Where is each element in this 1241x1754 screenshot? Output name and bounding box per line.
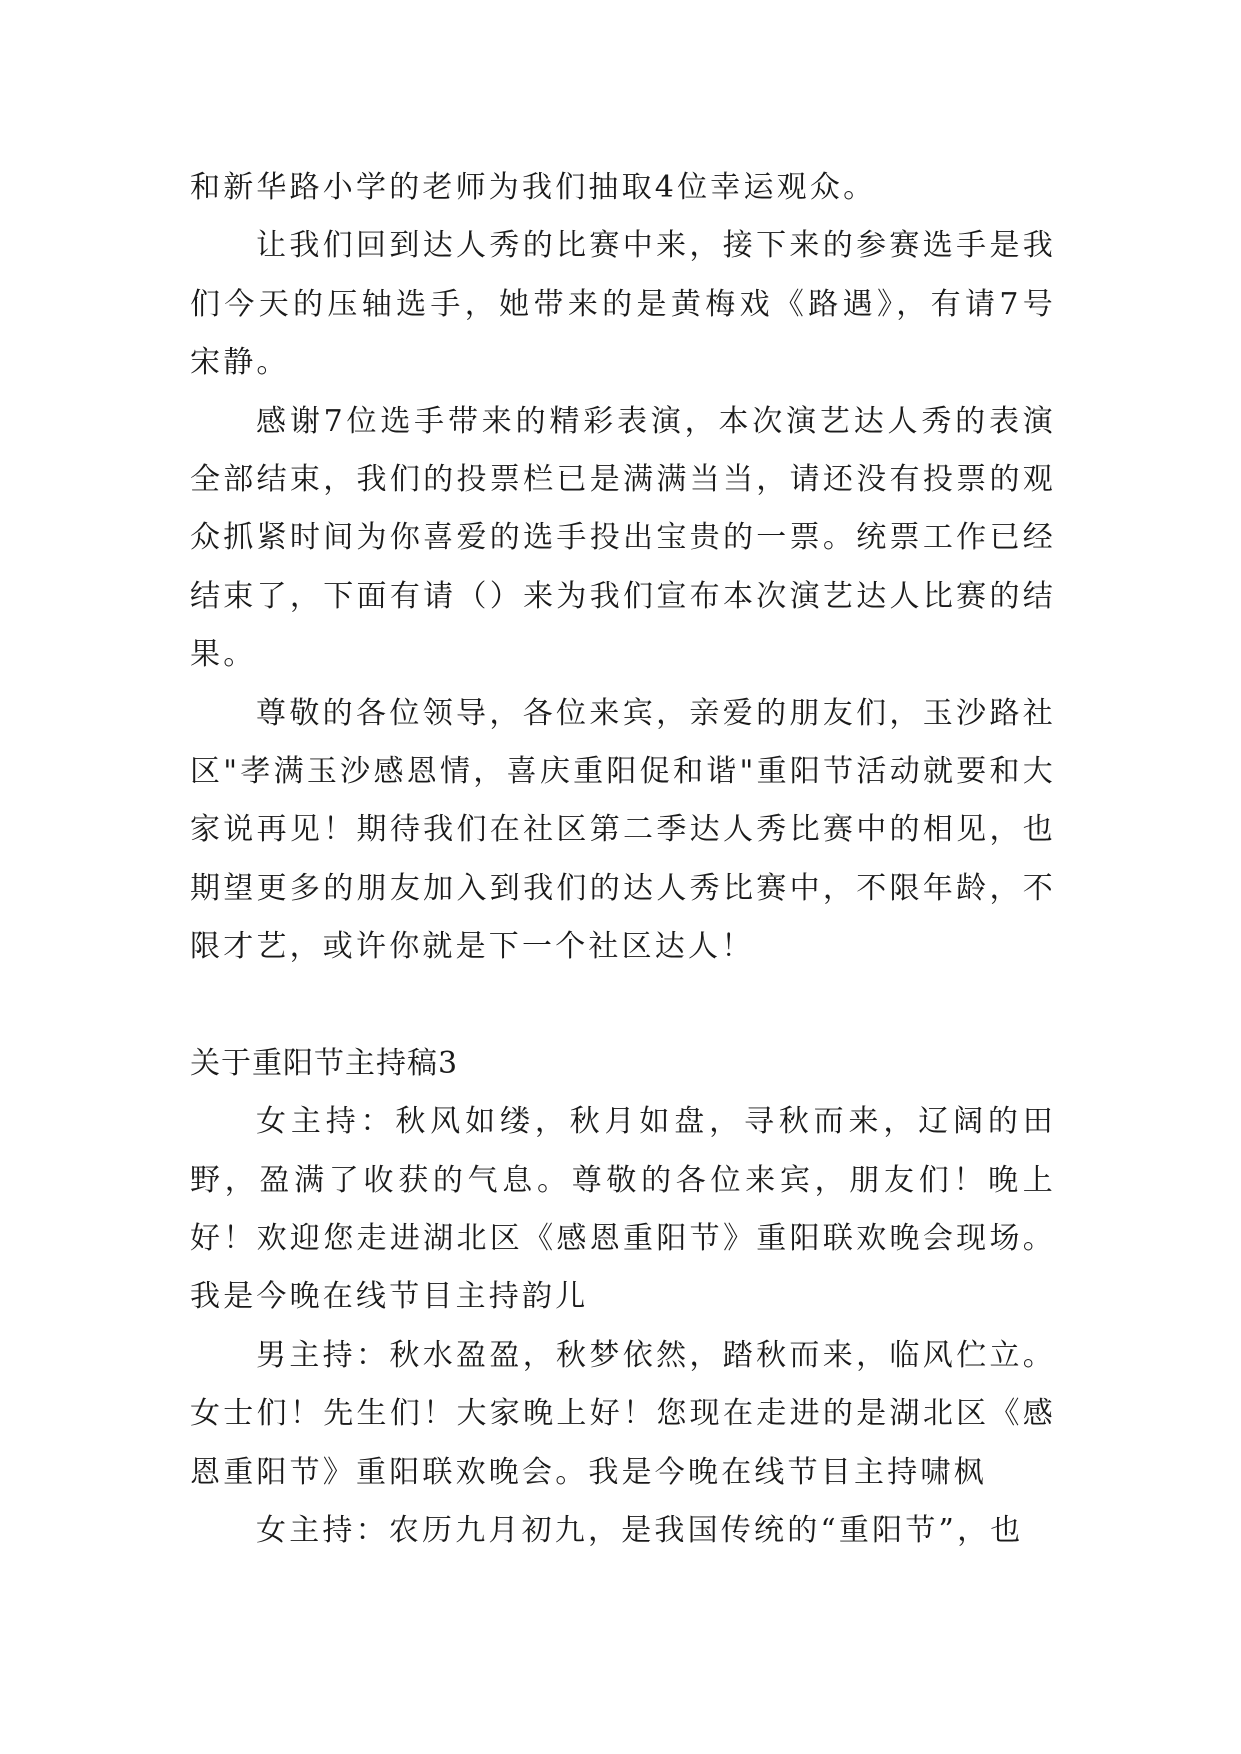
document-body: [190, 159, 1056, 1560]
paragraph-female-host-1: 女主持：秋风如缕，秋月如盘，寻秋而来，辽阔的田野，盈满了收获的气息。尊敬的各位来宾，朋友们！晚上好！欢迎您走进湖北区《感恩重阳节》重阳联欢晚会现场。我是今晚在线节目主持韵儿: [190, 1104, 1056, 1315]
paragraph-continuation: 和新华路小学的老师为我们抽取4位幸运观众。: [190, 170, 877, 205]
paragraph-closing: 尊敬的各位领导，各位来宾，亲爱的朋友们，玉沙路社区"孝满玉沙感恩情，喜庆重阳促和谐"重阳节活动就要和大家说再见！期待我们在社区第二季达人秀比赛中的相见，也期望更多的朋友加入到我们的达人秀比赛中，不限年龄，不限才艺，或许你就是下一个社区达人！: [190, 695, 1056, 965]
paragraph-voting: 感谢7位选手带来的精彩表演，本次演艺达人秀的表演全部结束，我们的投票栏已是满满当当，请还没有投票的观众抓紧时间为你喜爱的选手投出宝贵的一票。统票工作已经结束了，下面有请（）来为我们宣布本次演艺达人比赛的结果。: [190, 403, 1056, 673]
paragraph-female-host-2: 女主持：农历九月初九，是我国传统的“重阳节”，也: [256, 1512, 1024, 1548]
section-heading: 关于重阳节主持稿3: [190, 1045, 459, 1081]
paragraph-final-contestant: 让我们回到达人秀的比赛中来，接下来的参赛选手是我们今天的压轴选手，她带来的是黄梅戏《路遇》，有请7号宋静。: [190, 228, 1056, 381]
paragraph-male-host-1: 男主持：秋水盈盈，秋梦依然，踏秋而来，临风伫立。女士们！先生们！大家晚上好！您现在走进的是湖北区《感恩重阳节》重阳联欢晚会。我是今晚在线节目主持啸枫: [190, 1337, 1056, 1490]
